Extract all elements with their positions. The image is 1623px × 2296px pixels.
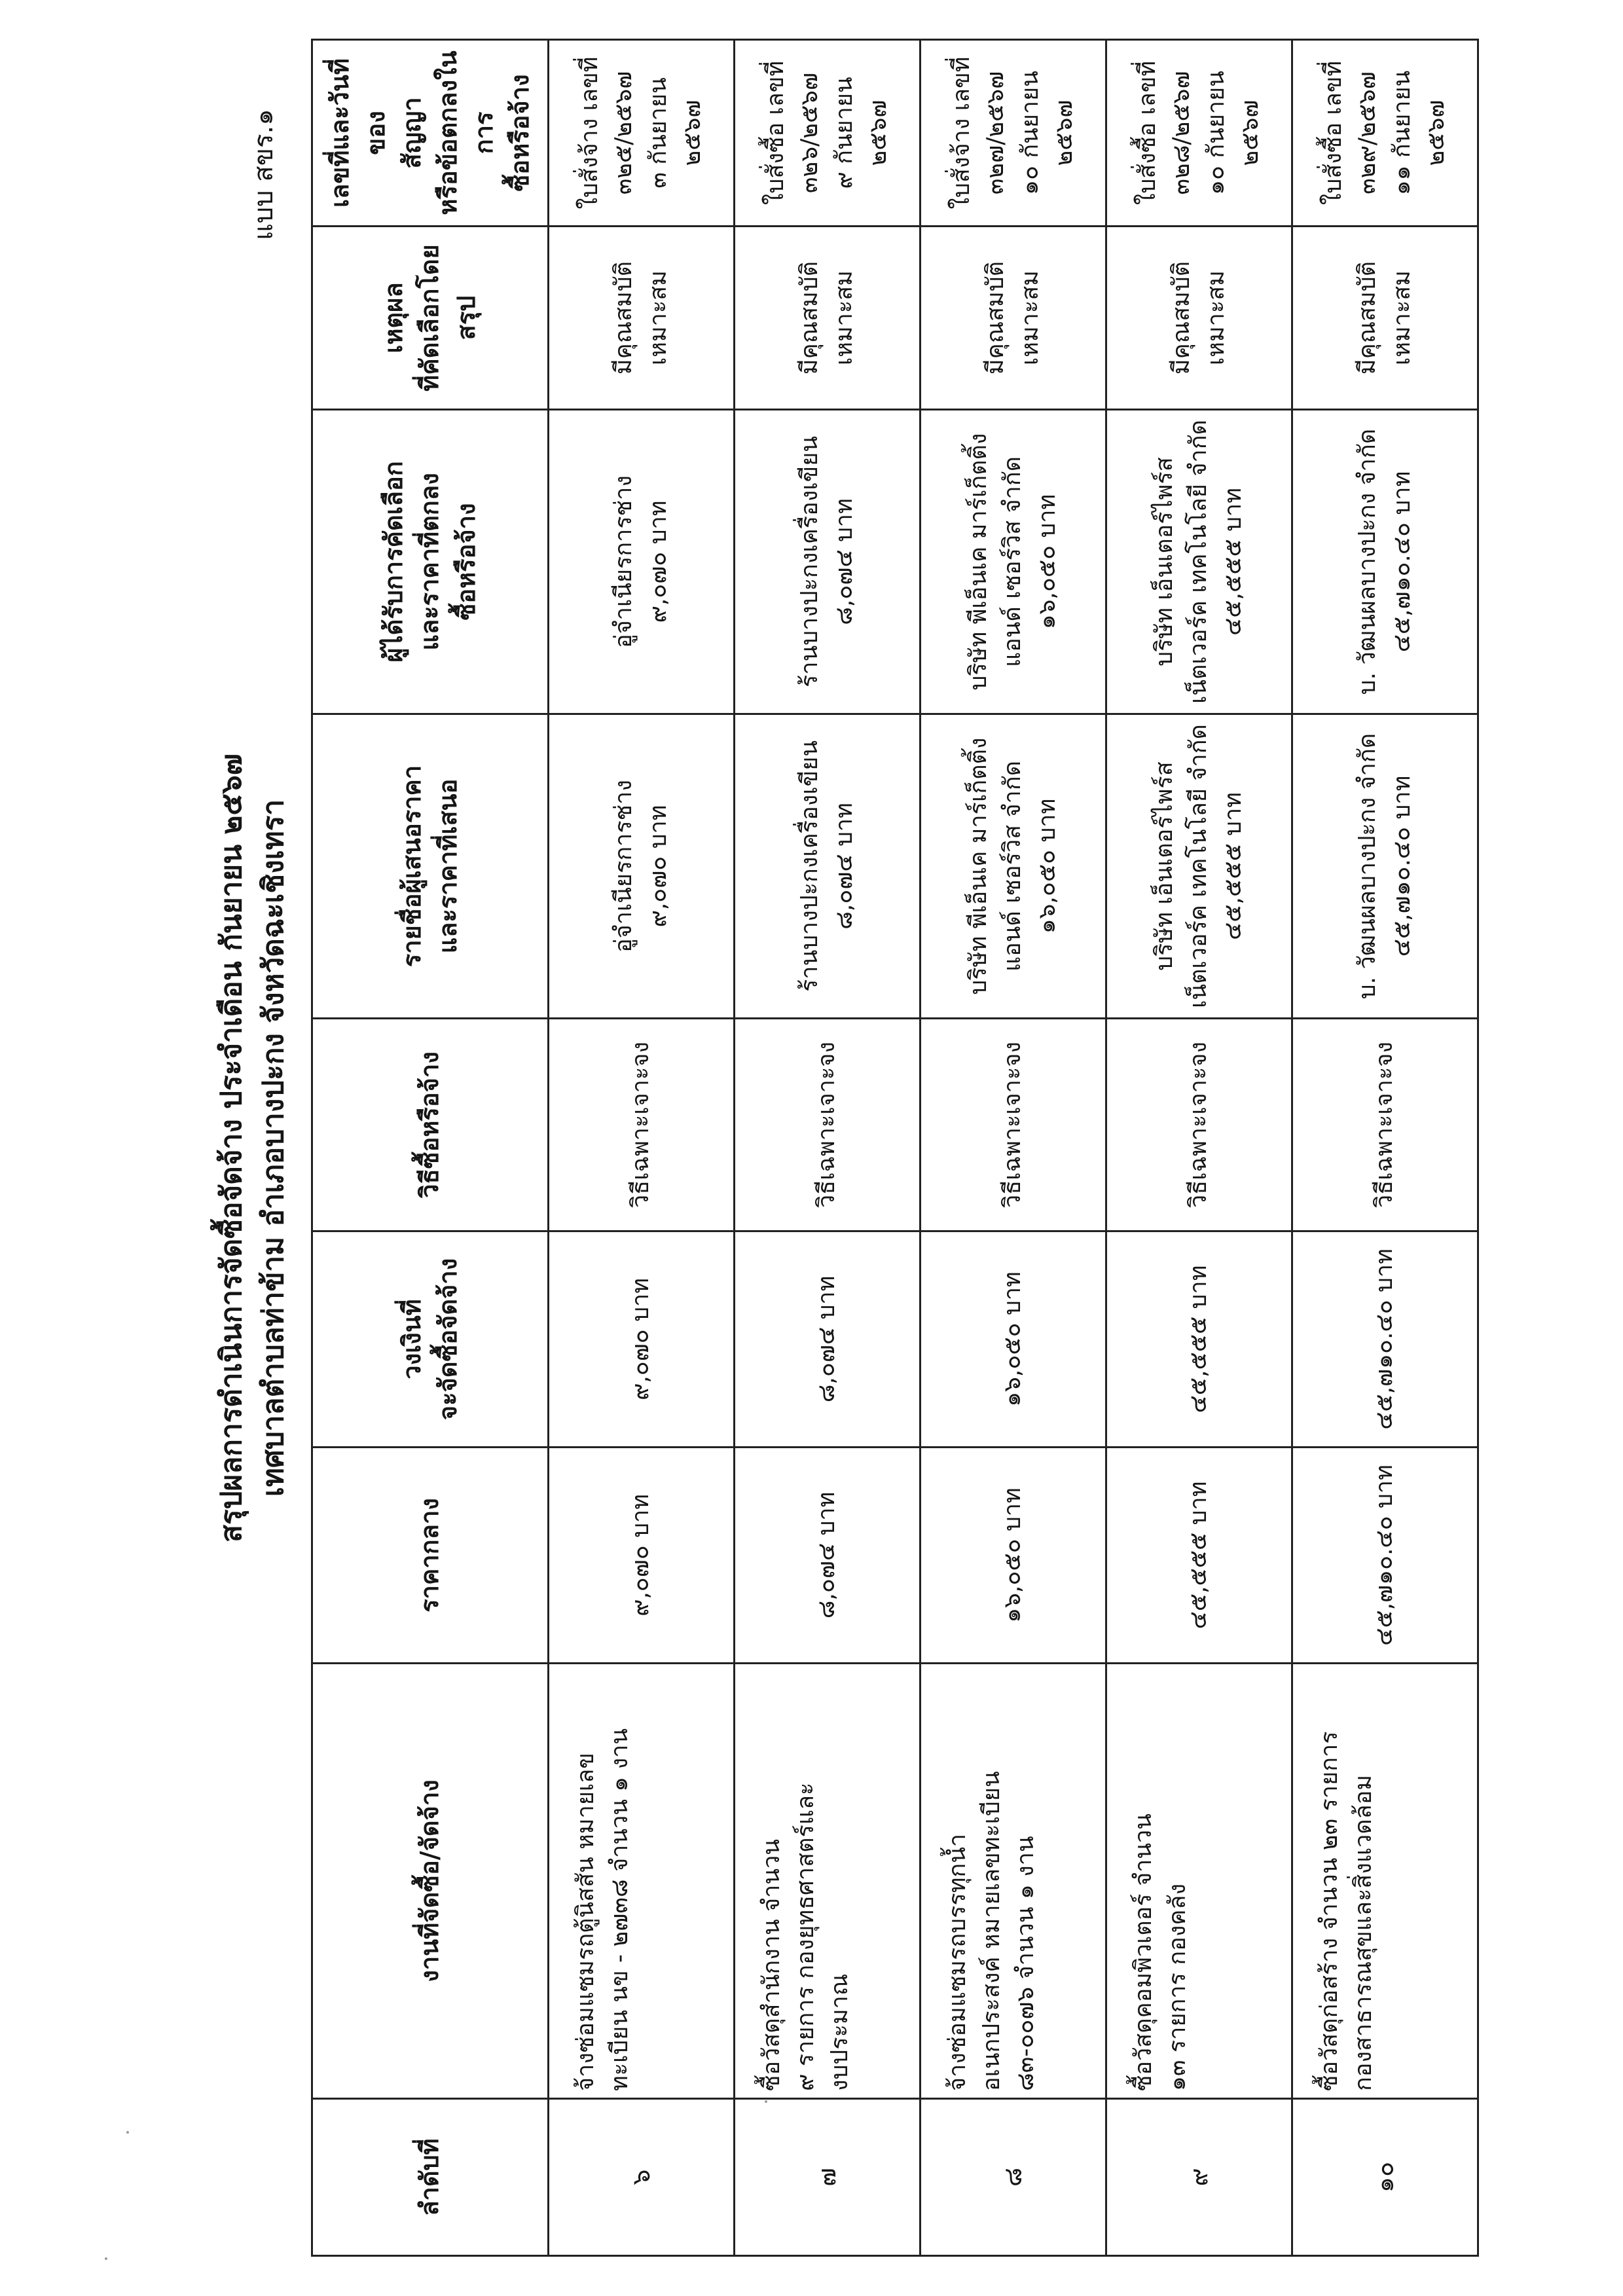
cell-bidders-line: เน็ตเวอร์ค เทคโนโลยี จำกัด [1185,724,1213,1008]
cell-item [735,1664,921,2099]
cell-item [1292,1664,1478,2099]
cell-item [549,1664,735,2099]
cell-median-price-text: ๔๕,๕๕๕ บาท [1185,1481,1213,1630]
cell-bidders-line: อู่จำเนียรการช่าง [610,780,638,953]
cell-winner-line: บ. วัฒนผลบางปะกง จำกัด [1354,428,1381,695]
cell-budget-text: ๙,๐๗๐ บาท [627,1277,655,1401]
cell-item-line: ทะเบียน นข - ๒๗๓๘ จำนวน ๑ งาน [606,1728,634,2091]
cell-contract-line: ๑๐ กันยายน ๒๕๖๗ [1202,71,1264,195]
cell-winner-line: ๔๕,๗๑๐.๔๐ บาท [1388,471,1415,653]
cell-bidders [1292,714,1478,1019]
cell-median-price-text: ๔๕,๗๑๐.๔๐ บาท [1371,1465,1398,1646]
cell-bidders-line: บริษัท เอ็นเตอร์ไพร์ส [1151,761,1178,971]
cell-item-line: ซื้อวัสดุก่อสร้าง จำนวน ๒๓ รายการ [1316,1731,1343,2091]
cell-reason-line: เหมาะสม [644,270,672,366]
cell-median-price [921,1448,1106,1664]
cell-method-text: วิธีเฉพาะเจาะจง [999,1042,1027,1208]
cell-order-text: ๙ [1184,2168,1213,2187]
scan-speck [765,2100,767,2103]
cell-winner-line: อู่จำเนียรการช่าง [610,475,638,648]
cell-reason-line: มีคุณสมบัติ [1354,261,1381,375]
form-code: แบบ สขร.๑ [249,109,279,240]
cell-winner-line: ๑๖,๐๕๐ บาท [1033,494,1061,630]
table-row [921,40,1106,2256]
cell-reason [1292,227,1478,410]
cell-method-text: วิธีเฉพาะเจาะจง [813,1042,841,1208]
cell-bidders-line: ๘,๐๗๔ บาท [830,803,858,930]
cell-budget [735,1231,921,1448]
cell-bidders [549,714,735,1019]
table-header-row [312,40,549,2256]
cell-contract [1292,40,1478,227]
cell-item-line: ๙ รายการ กองยุทธศาสตร์และ [792,1782,820,2091]
scan-speck [105,2257,107,2260]
cell-reason-line: เหมาะสม [830,270,858,366]
cell-bidders-line: ๔๕,๕๕๕ บาท [1219,792,1247,940]
cell-budget [549,1231,735,1448]
cell-method [735,1019,921,1231]
cell-winner-line: แอนด์ เซอร์วิส จำกัด [999,456,1027,668]
cell-winner [735,410,921,714]
cell-item-line: ซื้อวัสดุคอมพิวเตอร์ จำนวน [1130,1813,1157,2091]
cell-reason-line: มีคุณสมบัติ [610,261,638,375]
scan-speck [126,2131,129,2134]
cell-reason-line: มีคุณสมบัติ [796,261,824,375]
cell-reason-line: มีคุณสมบัติ [1168,261,1195,375]
cell-item-line: งบประมาณ [826,1973,854,2091]
cell-budget [1292,1231,1478,1448]
cell-median-price [735,1448,921,1664]
cell-contract [549,40,735,227]
cell-reason-line: มีคุณสมบัติ [982,261,1010,375]
cell-item-line: อเนกประสงค์ หมายเลขทะเบียน [978,1771,1006,2091]
cell-order-text: ๗ [812,2168,841,2187]
cell-order-text: ๖ [626,2169,655,2185]
cell-winner [1106,410,1292,714]
procurement-summary-table [311,39,1479,2257]
cell-method [1292,1019,1478,1231]
cell-budget-text: ๘,๐๗๔ บาท [813,1275,841,1403]
document-title: สรุปผลการดำเนินการจัดซื้อจัดจ้าง ประจำเดือน กันยายน ๒๕๖๗ [215,754,248,1542]
cell-median-price-text: ๙,๐๗๐ บาท [627,1493,655,1617]
cell-contract-line: ๓๒๗/๒๕๖๗ [982,71,1010,195]
cell-bidders-line: ๔๕,๗๑๐.๔๐ บาท [1388,775,1415,957]
cell-item [921,1664,1106,2099]
cell-method [549,1019,735,1231]
cell-contract-line: ใบสั่งจ้าง เลขที่ [948,56,976,210]
cell-winner-line: ๘,๐๗๔ บาท [830,498,858,625]
cell-method-text: วิธีเฉพาะเจาะจง [627,1042,655,1208]
header-contract: เลขที่และวันที่ของ สัญญา หรือข้อตกลงในการ ซื้อหรือจ้าง [312,40,549,227]
cell-item-line: ๑๓ รายการ กองคลัง [1164,1883,1192,2091]
cell-contract [921,40,1106,227]
table-row [1292,40,1478,2256]
cell-method-text: วิธีเฉพาะเจาะจง [1371,1042,1398,1208]
cell-bidders [921,714,1106,1019]
cell-bidders-line: แอนด์ เซอร์วิส จำกัด [999,760,1027,972]
cell-contract-line: ๑๑ กันยายน ๒๕๖๗ [1388,70,1450,196]
cell-bidders-line: ร้านบางปะกงเครื่องเขียน [796,740,824,992]
cell-order [1292,2099,1478,2256]
cell-item-line: กองสาธารณสุขและสิ่งแวดล้อม [1350,1774,1377,2091]
cell-budget [921,1231,1106,1448]
cell-contract-line: ๓ กันยายน ๒๕๖๗ [644,77,706,189]
header-reason: เหตุผล ที่คัดเลือกโดย สรุป [312,227,549,410]
header-order: ลำดับที่ [312,2099,549,2256]
cell-contract-line: ใบสั่งซื้อ เลขที่ [1320,60,1347,206]
cell-reason-line: เหมาะสม [1388,270,1415,366]
document-subtitle: เทศบาลตำบลท่าข้าม อำเภอบางปะกง จังหวัดฉะเชิงเทรา [257,799,290,1497]
cell-order-text: ๘ [998,2167,1027,2187]
cell-reason-line: เหมาะสม [1202,270,1230,366]
header-item: งานที่จัดซื้อ/จัดจ้าง [312,1664,549,2099]
cell-contract-line: ๓๒๖/๒๕๖๗ [796,72,824,194]
cell-median-price-text: ๑๖,๐๕๐ บาท [999,1487,1027,1623]
cell-winner-line: บริษัท พีเอ็นเค มาร์เก็ตติ้ง [965,433,993,691]
cell-reason-line: เหมาะสม [1016,270,1044,366]
cell-contract-line: ใบสั่งซื้อ เลขที่ [762,60,790,206]
table-row [1106,40,1292,2256]
cell-median-price [549,1448,735,1664]
cell-item-line: ๘๓-๐๐๗๖ จำนวน ๑ งาน [1012,1836,1040,2091]
cell-bidders [735,714,921,1019]
cell-winner-line: ๙,๐๗๐ บาท [644,500,672,623]
cell-method [921,1019,1106,1231]
cell-order [921,2099,1106,2256]
cell-reason [1106,227,1292,410]
cell-contract-line: ๙ กันยายน ๒๕๖๗ [830,77,892,189]
cell-bidders-line: ๙,๐๗๐ บาท [644,805,672,928]
cell-order [1106,2099,1292,2256]
cell-reason [549,227,735,410]
cell-item-line: จ้างซ่อมแซมรถตู้นิสสัน หมายเลข [572,1753,599,2091]
cell-order [735,2099,921,2256]
cell-contract-line: ๓๒๙/๒๕๖๗ [1354,71,1381,194]
cell-contract-line: ๓๒๕/๒๕๖๗ [610,71,638,195]
cell-contract [735,40,921,227]
cell-method [1106,1019,1292,1231]
cell-reason [735,227,921,410]
table-row [735,40,921,2256]
header-method: วิธีซื้อหรือจ้าง [312,1019,549,1231]
cell-bidders-line: ๑๖,๐๕๐ บาท [1033,798,1061,934]
header-median-price: ราคากลาง [312,1448,549,1664]
cell-item-line: ซื้อวัสดุสำนักงาน จำนวน [758,1839,785,2091]
table-row [549,40,735,2256]
cell-budget-text: ๔๕,๗๑๐.๔๐ บาท [1371,1248,1398,1430]
cell-budget [1106,1231,1292,1448]
cell-order [549,2099,735,2256]
cell-item [1106,1664,1292,2099]
cell-winner-line: ร้านบางปะกงเครื่องเขียน [796,436,824,687]
header-bidders: รายชื่อผู้เสนอราคา และราคาที่เสนอ [312,714,549,1019]
table-body [549,40,1478,2256]
cell-bidders [1106,714,1292,1019]
cell-winner-line: บริษัท เอ็นเตอร์ไพร์ส [1151,457,1178,666]
cell-winner [1292,410,1478,714]
cell-winner-line: ๔๕,๕๕๕ บาท [1219,488,1247,636]
cell-winner [549,410,735,714]
cell-order-text: ๑๐ [1370,2161,1399,2193]
cell-bidders-line: บ. วัฒนผลบางปะกง จำกัด [1354,733,1381,1000]
cell-budget-text: ๔๕,๕๕๕ บาท [1185,1265,1213,1413]
cell-contract-line: ใบสั่งจ้าง เลขที่ [576,56,604,210]
header-budget: วงเงินที่ จะจัดซื้อจัดจ้าง [312,1231,549,1448]
cell-contract-line: ใบสั่งซื้อ เลขที่ [1134,60,1161,206]
cell-reason [921,227,1106,410]
cell-item-line: จ้างซ่อมแซมรถบรรทุกน้ำ [944,1833,971,2091]
cell-contract [1106,40,1292,227]
cell-median-price-text: ๘,๐๗๔ บาท [813,1491,841,1619]
cell-median-price [1292,1448,1478,1664]
cell-median-price [1106,1448,1292,1664]
cell-winner-line: เน็ตเวอร์ค เทคโนโลยี จำกัด [1185,420,1213,704]
cell-contract-line: ๑๐ กันยายน ๒๕๖๗ [1016,71,1078,195]
cell-budget-text: ๑๖,๐๕๐ บาท [999,1271,1027,1407]
cell-contract-line: ๓๒๘/๒๕๖๗ [1168,71,1195,195]
cell-bidders-line: บริษัท พีเอ็นเค มาร์เก็ตติ้ง [965,737,993,995]
header-winner: ผู้ได้รับการคัดเลือก และราคาที่ตกลง ซื้อหรือจ้าง [312,410,549,714]
cell-method-text: วิธีเฉพาะเจาะจง [1185,1042,1213,1208]
cell-winner [921,410,1106,714]
